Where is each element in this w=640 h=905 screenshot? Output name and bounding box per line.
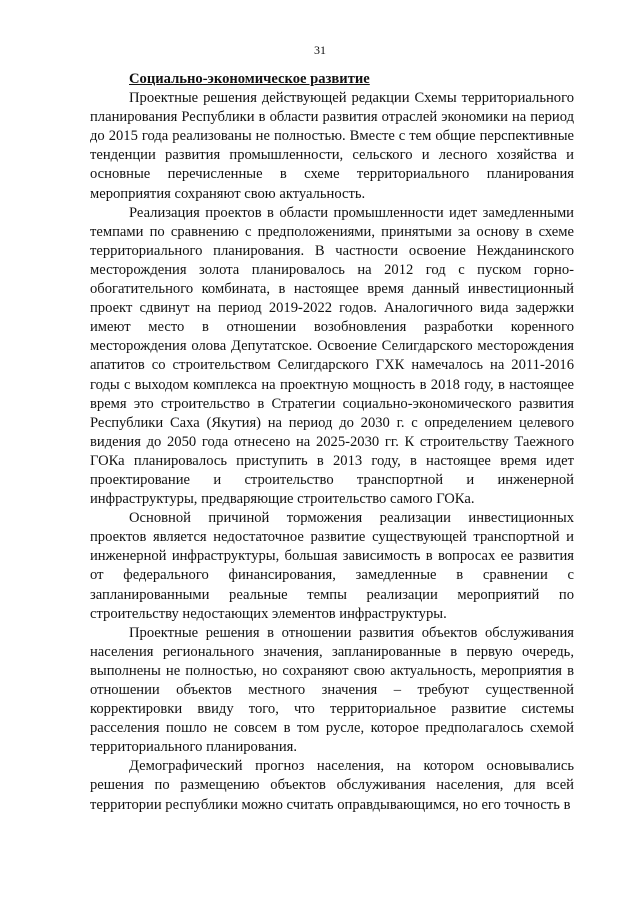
page-content bbox=[90, 70, 574, 815]
page-number: 31 bbox=[314, 43, 326, 57]
section-heading: Социально-экономическое развитие bbox=[129, 71, 370, 87]
paragraph-5: Демографический прогноз населения, на котором основывались решения по размещению объектов обслуживания населения, для всей территории республики можно считать оправдывающимся, но его точность в bbox=[90, 758, 574, 813]
paragraph-4: Проектные решения в отношении развития объектов обслуживания населения регионального значения, запланированные в первую очередь, выполнены не полностью, но сохраняют свою актуальность, мероприятия в отношении объектов местного значения – требуют существенной корректировки ввиду того, что территориальное развитие системы расселения пошло не совсем в том русле, которое предполагалось схемой территориального планирования. bbox=[90, 624, 574, 756]
paragraph-1: Проектные решения действующей редакции Схемы территориального планирования Республики в области развития отраслей экономики на период до 2015 года реализованы не полностью. Вместе с тем общие перспективные тенденции развития промышленности, сельского и лесного хозяйства и основные перечисленные в схеме территориального планирования мероприятия сохраняют свою актуальность. bbox=[90, 90, 574, 202]
paragraph-3: Основной причиной торможения реализации инвестиционных проектов является недостаточное развитие существующей транспортной и инженерной инфраструктуры, большая зависимость в вопросах ее развития от федерального финансирования, замедленные в сравнении с запланированными реальные темпы реализации мероприятий по строительству недостающих элементов инфраструктуры. bbox=[90, 510, 574, 622]
paragraph-2: Реализация проектов в области промышленности идет замедленными темпами по сравнению с предположениями, принятыми за основу в схеме территориального планирования. В частности освоение Нежданинского месторождения золота планировалось на 2012 год с пуском горно-обогатительного комбината, в настоящее время данный инвестиционный проект сдвинут на период 2019-2022 годов. Аналогичного вида задержки имеют место в отношении возобновления разработки коренного месторождения олова Депутатское. Освоение Селигдарского месторождения апатитов со строительством Селигдарского ГХК намечалось на 2011-2016 годы с выходом комплекса на проектную мощность в 2018 году, в настоящее время это строительство в Стратегии социально-экономического развития Республики Саха (Якутия) на период до 2030 г. с определением целевого видения до 2050 года отнесено на 2025-2030 гг. К строительству Таежного ГОКа планировалось приступить в 2013 году, в настоящее время идет проектирование и строительство транспортной и инженерной инфраструктуры, предваряющие строительство самого ГОКа. bbox=[90, 204, 574, 508]
